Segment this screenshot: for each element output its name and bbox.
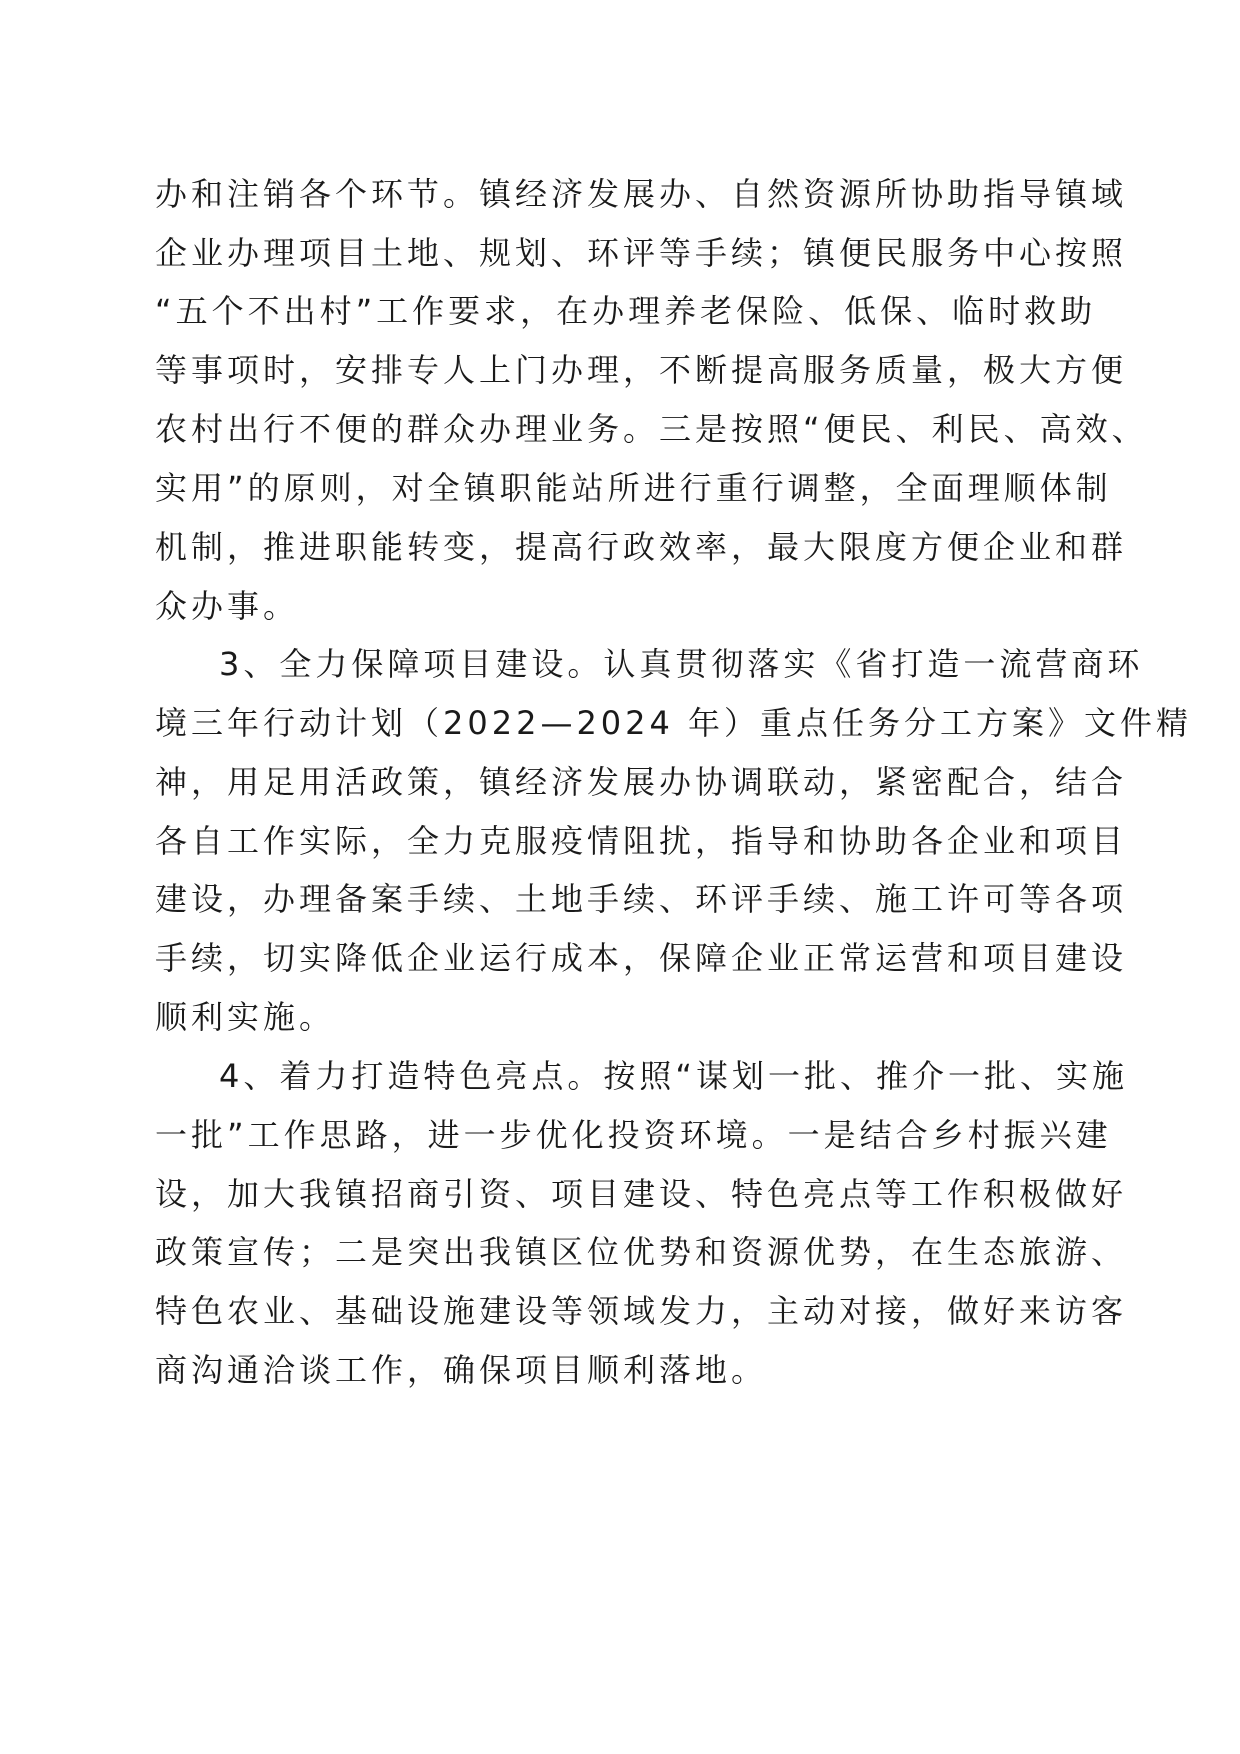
text-line: 众办事。 — [155, 587, 300, 625]
section-4-heading-line: 4、着力打造特色亮点。按照“谋划一批、推介一批、实施 — [219, 1057, 1128, 1095]
text-line: 实用”的原则，对全镇职能站所进行重行调整，全面理顺体制 — [155, 469, 1112, 507]
text-line: 农村出行不便的群众办理业务。三是按照“便民、利民、高效、 — [155, 410, 1148, 448]
text-line: “五个不出村”工作要求，在办理养老保险、低保、临时救助 — [155, 292, 1097, 330]
text-line: 办和注销各个环节。镇经济发展办、自然资源所协助指导镇域 — [155, 175, 1128, 213]
text-line: 政策宣传；二是突出我镇区位优势和资源优势，在生态旅游、 — [155, 1233, 1128, 1271]
text-line: 特色农业、基础设施建设等领域发力，主动对接，做好来访客 — [155, 1292, 1128, 1330]
text-line: 等事项时，安排专人上门办理，不断提高服务质量，极大方便 — [155, 351, 1128, 389]
text-line: 设，加大我镇招商引资、项目建设、特色亮点等工作积极做好 — [155, 1175, 1128, 1213]
text-line: 顺利实施。 — [155, 998, 336, 1036]
text-line: 神，用足用活政策，镇经济发展办协调联动，紧密配合，结合 — [155, 763, 1128, 801]
text-line: 手续，切实降低企业运行成本，保障企业正常运营和项目建设 — [155, 939, 1128, 977]
text-line: 机制，推进职能转变，提高行政效率，最大限度方便企业和群 — [155, 528, 1128, 566]
text-line: 企业办理项目土地、规划、环评等手续；镇便民服务中心按照 — [155, 234, 1128, 272]
section-3-heading-line: 3、全力保障项目建设。认真贯彻落实《省打造一流营商环 — [219, 645, 1144, 683]
text-line: 建设，办理备案手续、土地手续、环评手续、施工许可等各项 — [155, 880, 1128, 918]
text-line: 一批”工作思路，进一步优化投资环境。一是结合乡村振兴建 — [155, 1116, 1112, 1154]
text-line: 各自工作实际，全力克服疫情阻扰，指导和协助各企业和项目 — [155, 822, 1128, 860]
text-line: 商沟通洽谈工作，确保项目顺利落地。 — [155, 1351, 768, 1389]
text-line: 境三年行动计划（2022—2024 年）重点任务分工方案》文件精 — [155, 704, 1193, 742]
